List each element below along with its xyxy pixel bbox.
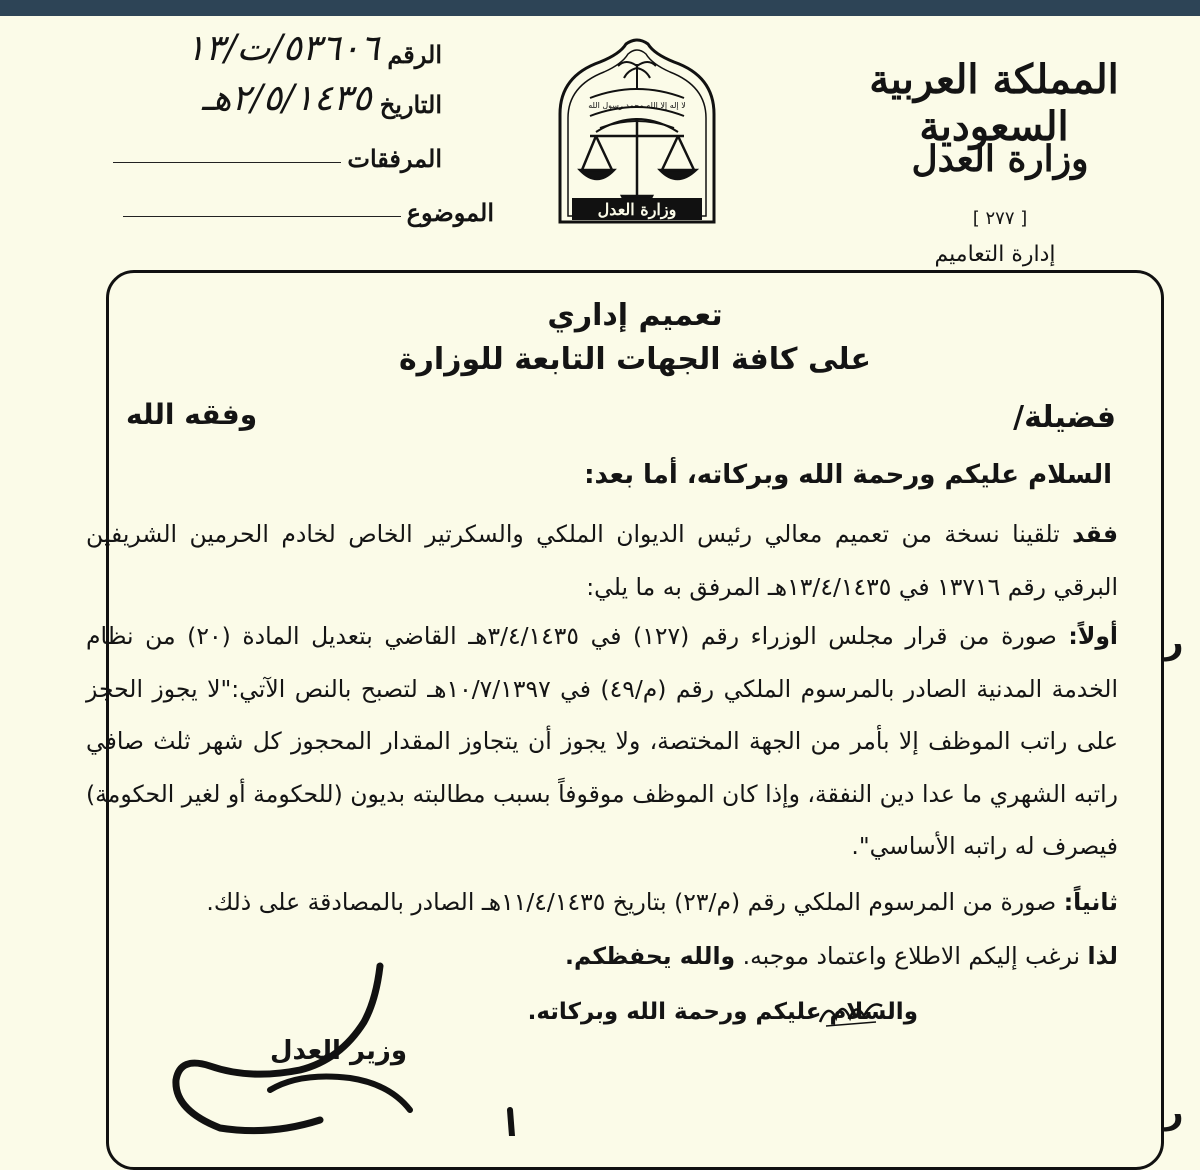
- number-field: [110, 28, 442, 69]
- subject-label: الموضوع: [406, 198, 494, 227]
- initials-mark: [816, 992, 886, 1032]
- scales-of-justice-icon: [580, 120, 696, 204]
- palm-tree-icon: [618, 62, 656, 88]
- document-subtitle: على كافة الجهات التابعة للوزارة: [398, 342, 872, 377]
- department-name: إدارة التعاميم: [934, 242, 1056, 267]
- attachments-line: [113, 162, 341, 163]
- kingdom-name: المملكة العربية السعودية: [869, 56, 1119, 150]
- date-field: [80, 78, 442, 119]
- date-value: ٢/٥/١٤٣٥هـ: [201, 78, 372, 119]
- emblem-label: وزارة العدل: [597, 200, 677, 219]
- closing-prayer: والله يحفظكم.: [565, 942, 736, 970]
- seal-band-top: [590, 89, 684, 98]
- closing-text: نرغب إليكم الاطلاع واعتماد موجبه.: [735, 942, 1088, 970]
- date-label: التاريخ: [379, 90, 442, 119]
- first-item-text: صورة من قرار مجلس الوزراء رقم (١٢٧) في ٣/٤/١٤٣٥هـ القاضي بتعديل المادة (٢٠) من نظام الخدمة المدنية الصادر بالمرسوم الملكي رقم (م/٤٩) في ١٠/٧/١٣٩٧هـ لتصبح بالنص الآتي:"لا يجوز الحجز على راتب الموظف إلا بأمر من الجهة المختصة، ولا يجوز أن يتجاوز المقدار المحجوز كل شهر ثلث صافي راتبه الشهري ما عدا دين النفقة، وإذا كان الموظف موقوفاً بسبب مطالبته بديون (للحكومة أو لغير الحكومة) فيصرف له راتبه الأساسي".: [86, 622, 1118, 860]
- reference-number: [ ٢٧٧ ]: [972, 208, 1028, 229]
- first-item-paragraph: [86, 610, 1118, 873]
- intro-paragraph: [86, 508, 1118, 613]
- second-item-lead: ثانياً:: [1063, 888, 1118, 916]
- subject-line: [123, 216, 401, 217]
- number-label: الرقم: [387, 40, 442, 69]
- first-item-lead: أولاً:: [1068, 622, 1118, 650]
- minister-signature: [150, 960, 570, 1136]
- greeting: السلام عليكم ورحمة الله وبركاته، أما بعد:: [584, 460, 1112, 490]
- seal-text: لا إله إلا الله محمد رسول الله: [588, 101, 686, 110]
- intro-lead: فقد: [1072, 520, 1118, 548]
- attachments-label: المرفقات: [347, 144, 442, 173]
- final-greeting: والسلام عليكم ورحمة الله وبركاته.: [527, 999, 918, 1025]
- second-item-paragraph: [86, 876, 1118, 929]
- number-value: ٥٣٦٠٦/ت/١٣: [185, 28, 380, 69]
- top-bar: [0, 0, 1200, 16]
- intro-text: تلقينا نسخة من تعميم معالي رئيس الديوان الملكي والسكرتير الخاص لخادم الحرمين الشريفين البرقي رقم ١٣٧١٦ في ١٣/٤/١٤٣٥هـ المرفق به ما يلي:: [86, 520, 1118, 601]
- margin-mark-bottom: ر: [1164, 1092, 1184, 1132]
- margin-mark-top: ر: [1164, 622, 1184, 662]
- ministry-emblem: [556, 36, 718, 224]
- addressee-suffix: وفقه الله: [126, 398, 258, 431]
- closing-lead: لذا: [1087, 942, 1118, 970]
- ministry-name: وزارة العدل: [911, 138, 1089, 180]
- addressee: فضيلة/: [1013, 400, 1116, 435]
- subject-field: [110, 198, 494, 227]
- signer-title: وزير العدل: [270, 1036, 408, 1066]
- document-title: تعميم إداري: [547, 298, 723, 333]
- attachments-field: [110, 144, 442, 173]
- second-item-text: صورة من المرسوم الملكي رقم (م/٢٣) بتاريخ ١١/٤/١٤٣٥هـ الصادر بالمصادقة على ذلك.: [206, 888, 1064, 916]
